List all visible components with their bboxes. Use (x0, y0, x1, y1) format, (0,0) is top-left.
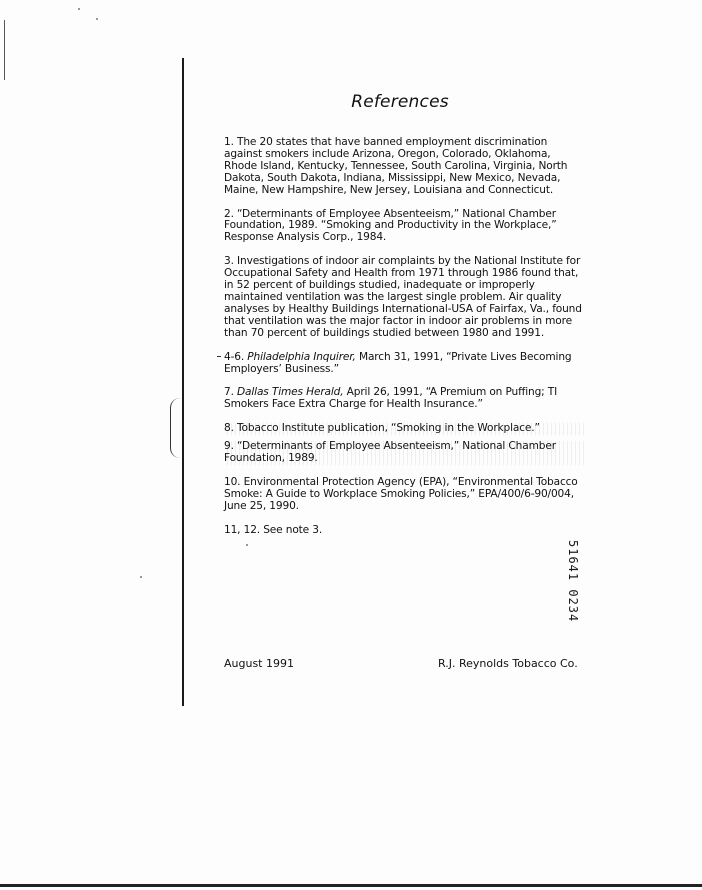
reference-number: 2. (224, 207, 238, 220)
scan-speck (140, 576, 142, 578)
reference-number: 4-6. (224, 350, 248, 363)
scan-speck (78, 8, 80, 10)
reference-item (224, 256, 586, 339)
reference-number: 1. (224, 136, 238, 148)
reference-text: April 26, 1991, “A Premium on Puffing; TI Smokers Face Extra Charge for Health Insurance.” (224, 386, 558, 411)
reference-number: 10. (224, 475, 244, 488)
reference-item (224, 387, 586, 411)
reference-text: “Determinants of Employee Absenteeism,” National Chamber Foundation, 1989. “Smoking and Productivity in the Workplace,” Response Analysis Corp., 1984. (224, 207, 557, 244)
document-number: 51641 0234 (566, 540, 580, 623)
reference-item (224, 423, 586, 435)
reference-item (224, 137, 586, 197)
reference-number: 11, 12. (224, 523, 264, 536)
reference-item (224, 441, 586, 465)
page-title: References (351, 92, 449, 112)
reference-item (224, 352, 586, 376)
reference-number: 8. (224, 422, 238, 435)
footer-date: August 1991 (224, 657, 294, 670)
margin-bracket (170, 398, 183, 458)
reference-text: March 31, 1991, “Private Lives Becoming Employers’ Business.” (224, 350, 572, 375)
reference-number: 3. (224, 255, 238, 268)
reference-item (224, 477, 586, 513)
references-list (224, 137, 586, 549)
reference-item (224, 209, 586, 245)
reference-text: Environmental Protection Agency (EPA), “Environmental Tobacco Smoke: A Guide to Workplace Smoking Policies,” EPA/400/6-90/004, June 25, 1990. (224, 475, 578, 512)
reference-text: The 20 states that have banned employment discrimination against smokers include Arizona, Oregon, Colorado, Oklahoma, Rhode Island, Kentucky, Tennessee, South Carolina, Virginia, North Dakota, South Dakota, Indiana, Mississippi, New Mexico, Nevada, Maine, New Hampshire, New Jersey, Louisiana and Connecticut. (224, 136, 568, 196)
footer-company: R.J. Reynolds Tobacco Co. (438, 657, 578, 670)
bottom-edge-rule (0, 884, 702, 887)
reference-source: Dallas Times Herald, (237, 386, 344, 399)
reference-source: Philadelphia Inquirer, (247, 350, 356, 363)
reference-text: Tobacco Institute publication, “Smoking in the Workplace.” (237, 422, 540, 435)
reference-text: Investigations of indoor air complaints by the National Institute for Occupational Safety and Health from 1971 through 1986 found that, in 52 percent of buildings studied, inadequate or improperly maintained ventilation was the largest single problem. Air quality analyses by Healthy Buildings International-USA of Fairfax, Va., found that ventilation was the major factor in indoor air problems in more than 70 percent of buildings studied between 1980 and 1991. (224, 255, 582, 339)
reference-item (224, 525, 586, 537)
margin-dash (217, 356, 221, 357)
scan-speck (96, 18, 98, 20)
scan-edge-mark (4, 20, 5, 80)
reference-number: 7. (224, 386, 238, 399)
reference-text: “Determinants of Employee Absenteeism,” National Chamber Foundation, 1989. (224, 440, 556, 465)
reference-text: See note 3. (263, 523, 323, 536)
reference-number: 9. (224, 440, 238, 453)
binding-margin-line (182, 58, 184, 706)
